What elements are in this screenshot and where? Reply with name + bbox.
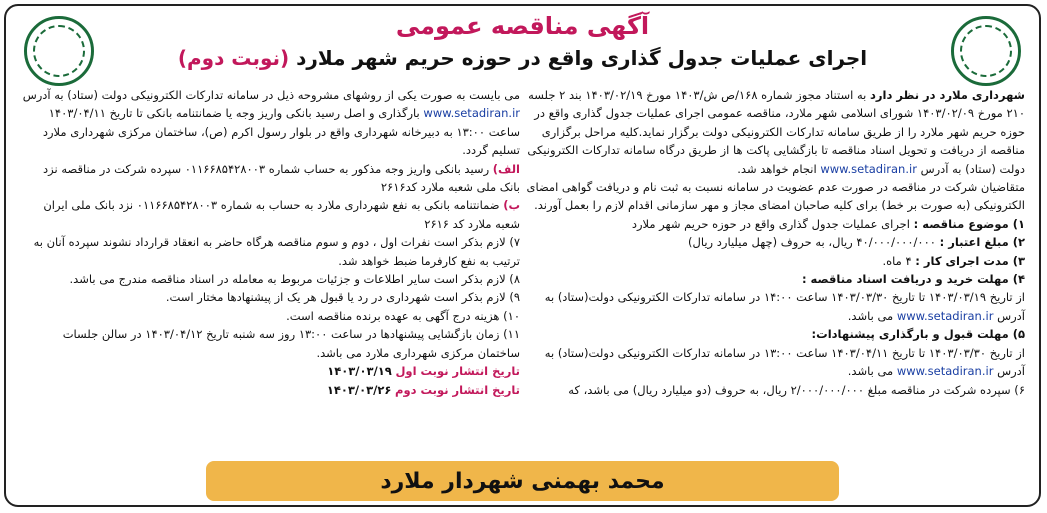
- item-1-text: اجرای عملیات جدول گذاری واقع در حوزه حریم شهر ملارد: [631, 216, 914, 231]
- item-6: ۶) سپرده شرکت در مناقصه مبلغ ۲/۰۰۰/۰۰۰/۰۰۰ ریال، به حروف (دو میلیارد ریال) می باشد، که: [568, 382, 1025, 397]
- setad-link-4[interactable]: www.setadiran.ir: [423, 106, 520, 121]
- item-5-body: از تاریخ ۱۴۰۳/۰۳/۳۰ تا تاریخ ۱۴۰۳/۰۴/۱۱ ساعت ۱۳:۰۰ در سامانه تدارکات الکترونیکی دولت(ستاد) به آدرس: [544, 345, 1025, 379]
- item-4-text: [520, 288, 1025, 325]
- publish-1-label: تاریخ انتشار نوبت اول: [395, 364, 520, 379]
- item-9: ۹) لازم بذکر است شهرداری در رد یا قبول هر یک از پیشنهادها مختار است.: [165, 290, 520, 305]
- setad-link-1[interactable]: www.setadiran.ir: [820, 161, 917, 176]
- item-10: ۱۰) هزینه درج آگهی به عهده برنده مناقصه است.: [286, 308, 520, 323]
- item-1: [520, 215, 1025, 233]
- option-b: [20, 196, 520, 233]
- publish-2-label: تاریخ انتشار نوبت دوم: [395, 382, 520, 397]
- intro-text: به استناد مجوز شماره ۱۶۸/ص ش/۱۴۰۳ مورخ ۱۴۰۳/۰۲/۱۹ بند ۲ جلسه ۲۱۰ مورخ ۱۴۰۳/۰۲/۰۹ شورای اسلامی شهر ملارد، مناقصه عمومی اجرای عملیات جدول گذاری واقع در حوزه حریم شهر ملارد را از طریق سامانه تدارکات الکترونیکی دولت برگزار نماید.کلیه مراحل برگزاری مناقصه از دریافت و تحویل اسناد مناقصه تا بازگشایی پاکت ها از طریق درگاه سامانه تدارکات الکترونیکی دولت (ستاد) به آدرس: [527, 88, 1025, 176]
- subtitle-text: اجرای عملیات جدول گذاری واقع در حوزه حریم شهر ملارد: [296, 46, 868, 70]
- publish-1-date: ۱۴۰۳/۰۳/۱۹: [327, 364, 392, 379]
- option-a: [20, 160, 520, 197]
- item-2: [520, 233, 1025, 251]
- item-4-end: می باشد.: [847, 308, 897, 323]
- item-7: ۷) لازم بذکر است نفرات اول ، دوم و سوم مناقصه هرگاه حاضر به انعقاد قرارداد نشوند سپرده آنان به ترتیب به نفع کارفرما ضبط خواهد شد.: [33, 235, 520, 268]
- item-3-text: ۴ ماه.: [882, 253, 916, 268]
- option-b-label: ب): [503, 198, 520, 213]
- option-a-label: الف): [492, 161, 520, 176]
- advertisement-frame: [4, 4, 1041, 507]
- item-5-label: ۵) مهلت قبول و بارگذاری پیشنهادات:: [811, 327, 1025, 342]
- signature-bar: [206, 461, 839, 501]
- intro-end: انجام خواهد شد.: [737, 161, 821, 176]
- deposit-paragraph: [20, 86, 520, 160]
- item-4-body: از تاریخ ۱۴۰۳/۰۳/۱۹ تا تاریخ ۱۴۰۳/۰۳/۳۰ ساعت ۱۴:۰۰ در سامانه تدارکات الکترونیکی دولت(ستاد) به آدرس: [544, 290, 1025, 323]
- item-2-text: ۴۰/۰۰۰/۰۰۰/۰۰۰ ریال، به حروف (چهل میلیارد ریال): [688, 235, 940, 250]
- setad-link-2[interactable]: www.setadiran.ir: [896, 308, 994, 323]
- item-1-label: ۱) موضوع مناقصه :: [913, 216, 1025, 231]
- ad-title: آگهی مناقصه عمومی: [395, 12, 650, 40]
- item-3-label: ۳) مدت اجرای کار :: [915, 253, 1025, 268]
- publish-2-date: ۱۴۰۳/۰۳/۲۶: [326, 382, 392, 397]
- deposit-text-a: می بایست به صورت یکی از روشهای مشروحه ذیل در سامانه تدارکات الکترونیکی دولت (ستاد) به آدرس: [22, 88, 520, 102]
- publish-date-2: [20, 381, 520, 399]
- item-5-end: می باشد.: [847, 364, 897, 379]
- item-11: ۱۱) زمان بازگشایی پیشنهادها در ساعت ۱۳:۰۰ روز سه شنبه تاریخ ۱۴۰۳/۰۴/۱۲ در سالن جلسات ساختمان مرکزی شهرداری ملارد می باشد.: [62, 327, 520, 360]
- signature-text: محمد بهمنی شهردار ملارد: [380, 468, 665, 494]
- turn-label: (نوبت دوم): [177, 46, 290, 70]
- item-8: ۸) لازم بذکر است سایر اطلاعات و جزئیات مربوط به معامله در اسناد مناقصه مندرج می باشد.: [69, 272, 520, 287]
- item-4-label: ۴) مهلت خرید و دریافت اسناد مناقصه :: [801, 272, 1025, 287]
- intro-lead: شهرداری ملارد در نظر دارد: [869, 88, 1025, 102]
- option-b-text: ضمانتنامه بانکی به نفع شهرداری ملارد به حساب به شماره ۰۱۱۶۶۸۵۴۲۸۰۰۳ نزد بانک ملی ایران شعبه ملارد کد ۲۶۱۶: [43, 198, 520, 231]
- setad-link-3[interactable]: www.setadiran.ir: [896, 364, 994, 379]
- item-2-label: ۲) مبلغ اعتبار :: [939, 235, 1025, 250]
- right-column: [520, 86, 1025, 399]
- item-5-text: [520, 344, 1025, 381]
- publish-date-1: [20, 362, 520, 380]
- deposit-text-b: بارگذاری و اصل رسید بانکی واریز وجه یا ضمانتنامه بانکی تا تاریخ ۱۴۰۳/۰۴/۱۱ ساعت ۱۳:۰۰ به دبیرخانه شهرداری واقع در بلوار رسول اکرم (ص)، ساختمان مرکزی شهرداری ملارد تسلیم گردد.: [42, 106, 520, 158]
- applicants-paragraph: متقاضیان شرکت در مناقصه در صورت عدم عضویت در سامانه نسبت به ثبت نام و دریافت گواهی امضای الکترونیکی (به صورت بر خط) برای کلیه صاحبان امضای مجاز و مهر سازمانی اقدام لازم را بعمل آورند.: [526, 180, 1025, 213]
- ad-subtitle: [116, 46, 929, 70]
- item-3: [520, 252, 1025, 270]
- option-a-text: رسید بانکی واریز وجه مذکور به حساب شماره ۰۱۱۶۶۸۵۴۲۸۰۰۳ سپرده شرکت در مناقصه نزد بانک ملی شعبه ملارد کد۲۶۱۶: [43, 161, 520, 195]
- intro-paragraph: [520, 86, 1025, 178]
- left-column: [20, 86, 520, 399]
